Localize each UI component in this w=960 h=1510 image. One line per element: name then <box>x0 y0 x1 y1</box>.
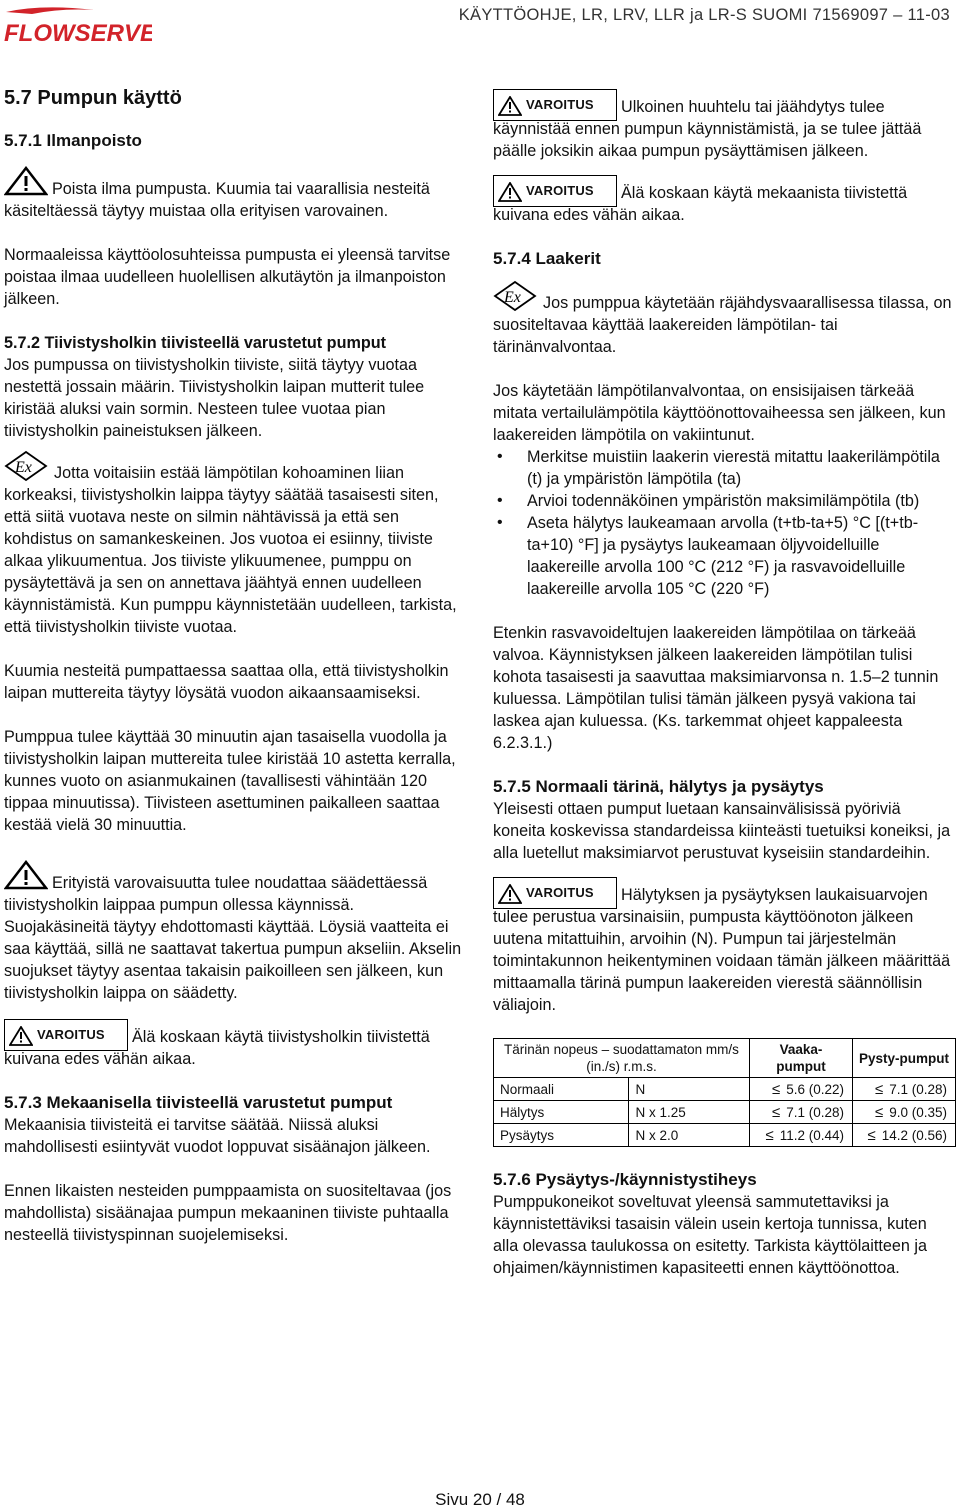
paragraph-bearing-monitoring <box>493 276 956 358</box>
warning-label: VAROITUS <box>526 885 594 900</box>
paragraph-gland-adjust <box>4 446 462 638</box>
list-item: • Aseta hälytys laukeamaan arvolla (t+tb-ta+5) °C [(t+tb-ta+10) °F] ja pysäytys laukeamaan öljyvoidelluille laakereille arvolla 100 °C (212 °F) ja rasvavoidelluille laakereille arvolla 105 °C (220 °F) <box>493 512 956 600</box>
table-value: 14.2 (0.56) <box>881 1127 947 1143</box>
ex-hazard-icon <box>4 450 48 488</box>
warning-alarm-values-text: Hälytyksen ja pysäytyksen laukaisuarvojen tulee perustua varsinaisiin, pumpusta käyttöönoton jälkeen uutena mitattuihin, arvoihin (N). Pumpun tai järjestelmän toimintakunnon heikentyminen voidaan tämän jälkeen määrittää mittaamalla tärinä pumpun laakereiden vierestä säännöllisin väliajoin. <box>493 886 951 1014</box>
table-cell <box>853 1078 956 1101</box>
warning-external-flush <box>493 86 956 162</box>
section-heading-5-7-1: 5.7.1 Ilmanpoisto <box>4 131 142 150</box>
table-cell <box>750 1124 853 1147</box>
table-cell: Pysäytys <box>494 1124 629 1147</box>
table-cell: N x 1.25 <box>629 1101 750 1124</box>
paragraph-temperature-monitoring: Jos käytetään lämpötilanvalvontaa, on ensisijaisen tärkeää mitata vertailulämpötila käyttöönottovaiheessa sen jälkeen, kun laakereiden lämpötila on vakiintunut. <box>493 382 946 444</box>
warning-label: VAROITUS <box>37 1027 105 1042</box>
table-cell <box>750 1101 853 1124</box>
less-equal-icon: ≤ <box>867 1126 876 1144</box>
less-equal-icon: ≤ <box>771 1103 781 1121</box>
section-heading-5-7-4: 5.7.4 Laakerit <box>493 249 601 268</box>
paragraph-run-30-min: Pumppua tulee käyttää 30 minuutin ajan tasaisella vuodolla ja tiivistysholkin laipan muttereita tulee kiristää 10 astetta kerralla, kunnes vuoto on asianmukainen (tavallisesti vähintään 120 tippaa minuutissa). Tiivisteen asettuminen paikalleen saattaa kestää vielä 30 minuuttia. <box>4 728 456 834</box>
svg-text:Ex: Ex <box>504 289 521 306</box>
paragraph-dirty-liquids: Ennen likaisten nesteiden pumppaamista on suositeltavaa (jos mahdollista) sisäänajaa pumpun mekaaninen tiiviste puhtaalla nesteellä tiivistyspinnan suojelemiseksi. <box>4 1182 452 1244</box>
table-header-cell: Pysty-pumput <box>853 1039 956 1078</box>
table-row <box>494 1101 956 1124</box>
section-heading-5-7-3: 5.7.3 Mekaanisella tiivisteellä varustetut pumput <box>4 1093 393 1112</box>
svg-text:Ex: Ex <box>15 459 32 476</box>
section-heading-5-7-6: 5.7.6 Pysäytys-/käynnistystiheys <box>493 1170 757 1189</box>
paragraph-normal-conditions: Normaaleissa käyttöolosuhteissa pumpusta ei yleensä tarvitse poistaa ilmaa uudelleen huolellisen alkutäytön ja ilmanpoiston jälkeen. <box>4 246 451 308</box>
table-header-cell: Tärinän nopeus – suodattamaton mm/s (in./s) r.m.s. <box>494 1039 750 1078</box>
less-equal-icon: ≤ <box>874 1080 884 1098</box>
warning-external-flush-text: Ulkoinen huuhtelu tai jäähdytys tulee käynnistää ennen pumpun käynnistämistä, ja se tulee jättää päälle joksikin aikaa pumpun pysäyttämisen jälkeen. <box>493 98 922 160</box>
warning-dry-gland <box>4 1016 462 1070</box>
vibration-table <box>493 1038 956 1147</box>
warning-triangle-icon <box>4 860 48 896</box>
logo-text: FLOWSERVE <box>4 20 152 46</box>
ex-hazard-icon <box>493 280 537 318</box>
right-column <box>493 86 956 1279</box>
document-header-title: KÄYTTÖOHJE, LR, LRV, LLR ja LR-S SUOMI 71569097 – 11-03 <box>458 6 950 24</box>
paragraph-bearing-monitoring-text: Jos pumppua käytetään räjähdysvaarallisessa tilassa, on suositeltavaa käyttää laakereiden lämpötilan- tai tärinänvalvontaa. <box>493 294 952 356</box>
less-equal-icon: ≤ <box>771 1080 781 1098</box>
table-value: 9.0 (0.35) <box>889 1104 947 1120</box>
warning-label-box <box>493 877 617 909</box>
page-number: Sivu 20 / 48 <box>435 1490 525 1509</box>
table-value: 11.2 (0.44) <box>779 1127 844 1143</box>
paragraph-gland-leak: Jos pumpussa on tiivistysholkin tiiviste, siitä täytyy vuotaa nestettä jossain määrin. Tiivistysholkin laipan mutterit tulee kiristää aluksi vain sormin. Nesteen tulee vuotaa pian tiivistysholkin paineistuksen jälkeen. <box>4 356 425 440</box>
table-row <box>494 1078 956 1101</box>
list-item: • Arvioi todennäköinen ympäristön maksimilämpötila (tb) <box>493 490 956 512</box>
table-cell <box>750 1078 853 1101</box>
warning-triangle-icon <box>4 166 48 202</box>
bearing-steps-list <box>493 446 956 600</box>
table-header-cell: Vaaka-pumput <box>750 1039 853 1078</box>
paragraph-start-stop-frequency: Pumppukoneikot soveltuvat yleensä sammutettaviksi ja käynnistettäviksi tasaisin välein usein kertoja tunnissa, kuten alla olevassa taulukossa on esitetty. Tarkista käyttölaitteen ja ohjaimen/käynnistimen kapasiteetti ennen käyttöönottoa. <box>493 1193 928 1277</box>
paragraph-air-removal <box>4 164 462 222</box>
table-value: 7.1 (0.28) <box>889 1081 947 1097</box>
section-heading-5-7-5: 5.7.5 Normaali tärinä, hälytys ja pysäytys <box>493 777 824 796</box>
paragraph-caution-adjust <box>4 858 462 1004</box>
table-header-row <box>494 1039 956 1078</box>
flowserve-logo <box>2 6 152 46</box>
warning-label-box <box>4 1019 128 1051</box>
paragraph-hot-liquids: Kuumia nesteitä pumpattaessa saattaa olla, että tiivistysholkin laipan muttereita täytyy löysätä vuodon aikaansaamiseksi. <box>4 662 449 702</box>
table-row <box>494 1124 956 1147</box>
less-equal-icon: ≤ <box>874 1103 884 1121</box>
paragraph-caution-adjust-text: Erityistä varovaisuutta tulee noudattaa säädettäessä tiivistysholkin laippaa pumpun ollessa käynnissä. Suojakäsineitä täytyy ehdottomasti käyttää. Löysiä vaatteita ei saa käyttää, sillä ne saattavat takertua pumpun akseliin. Akselin suojukset täytyy asentaa takaisin paikoilleen sen jälkeen, kun tiivistysholkin laippa on säädetty. <box>4 874 462 1002</box>
warning-label: VAROITUS <box>526 183 594 198</box>
paragraph-gland-adjust-text: Jotta voitaisiin estää lämpötilan kohoaminen liian korkeaksi, tiivistysholkin laippa täytyy säätää tasaisesti siten, että siitä vuotava neste on silmin nähtävissä ja että sen kohdistus on samankeskeinen. Jos vuotoa ei esiinny, tiiviste alkaa ylikuumentua. Jos tiiviste ylikuumenee, pumppu on pysäytettävä ja sen on annettava jäähtyä ennen uudelleen käynnistämistä. Kun pumppu käynnistetään uudelleen, tarkista, että tiivistysholkin tiiviste vuotaa. <box>4 464 457 636</box>
paragraph-mech-seal: Mekaanisia tiivisteitä ei tarvitse säätää. Niissä aluksi mahdollisesti esiintyvät vuodot loppuvat sisäänajon jälkeen. <box>4 1116 431 1156</box>
warning-label-box <box>493 89 617 121</box>
table-cell <box>853 1101 956 1124</box>
list-item: • Merkitse muistiin laakerin vierestä mitattu laakerilämpötila (t) ja ympäristön lämpötila (ta) <box>493 446 956 490</box>
warning-dry-mech-seal-text: Älä koskaan käytä mekaanista tiivistettä kuivana edes vähän aikaa. <box>493 184 908 224</box>
warning-triangle-icon <box>498 884 522 904</box>
table-value: 7.1 (0.28) <box>786 1104 844 1120</box>
warning-triangle-icon <box>498 182 522 202</box>
less-equal-icon: ≤ <box>765 1126 774 1144</box>
left-column <box>4 86 462 1246</box>
table-cell <box>853 1124 956 1147</box>
warning-alarm-values <box>493 874 956 1016</box>
table-cell: Normaali <box>494 1078 629 1101</box>
section-heading-5-7: 5.7 Pumpun käyttö <box>4 87 182 109</box>
warning-triangle-icon <box>498 96 522 116</box>
warning-dry-gland-text: Älä koskaan käytä tiivistysholkin tiivistettä kuivana edes vähän aikaa. <box>4 1028 430 1068</box>
table-cell: N <box>629 1078 750 1101</box>
paragraph-vibration-standards: Yleisesti ottaen pumput luetaan kansainvälisissä pyöriviä koneita koskevissa standardeissa kiinteästi tuetuiksi koneiksi, ja alla luetellut maksimiarvot perustuvat kyseisiin standardeihin. <box>493 800 951 862</box>
paragraph-air-removal-text: Poista ilma pumpusta. Kuumia tai vaarallisia nesteitä käsiteltäessä täytyy muistaa olla erityisen varovainen. <box>4 180 430 220</box>
warning-dry-mech-seal <box>493 172 956 226</box>
paragraph-grease-bearings: Etenkin rasvavoideltujen laakereiden lämpötilaa on tärkeää valvoa. Käynnistyksen jälkeen laakereiden lämpötilan tulisi kohota tasaisesti ja saavuttaa maksimiarvonsa n. 1.5–2 tunnin kuluessa. Lämpötilan tulisi tämän jälkeen pysyä vakiona tai laskea ajan kuluessa. (Ks. tarkemmat ohjeet kappaleesta 6.2.3.1.) <box>493 624 939 752</box>
warning-triangle-icon <box>9 1026 33 1046</box>
warning-label: VAROITUS <box>526 97 594 112</box>
section-heading-5-7-2: 5.7.2 Tiivistysholkin tiivisteellä varustetut pumput <box>4 334 387 352</box>
table-cell: N x 2.0 <box>629 1124 750 1147</box>
warning-label-box <box>493 175 617 207</box>
table-value: 5.6 (0.22) <box>786 1081 844 1097</box>
table-cell: Hälytys <box>494 1101 629 1124</box>
